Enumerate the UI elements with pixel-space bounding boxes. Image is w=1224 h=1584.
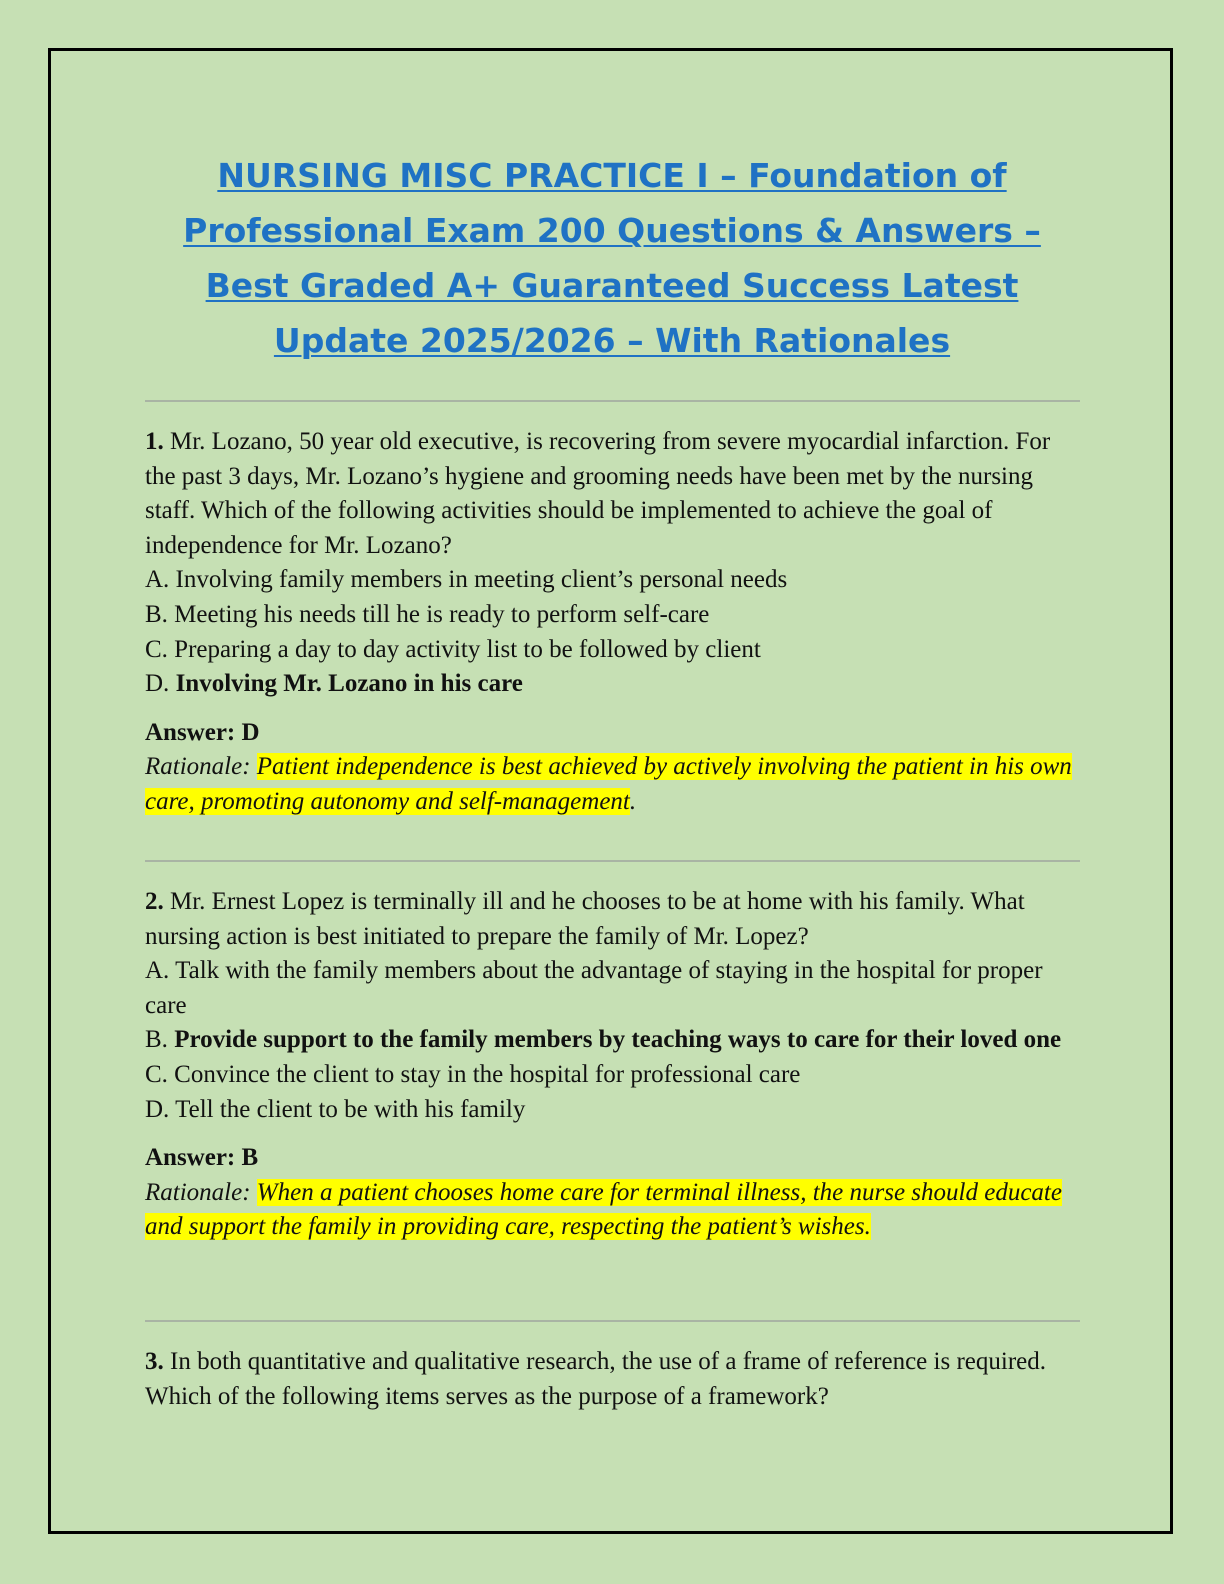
- title-line-3: Best Graded A+ Guaranteed Success Latest: [205, 266, 1019, 305]
- question-1-answer: Answer: D: [145, 718, 260, 746]
- question-2-rationale-label: Rationale:: [145, 1178, 257, 1206]
- title-line-4: Update 2025/2026 – With Rationales: [273, 321, 951, 360]
- question-1-option-b: B. Meeting his needs till he is ready to perform self-care: [145, 600, 710, 628]
- question-2-number: 2.: [145, 888, 164, 915]
- question-3-text: [145, 1345, 1080, 1414]
- document-title: [130, 148, 1094, 368]
- question-2-option-b-prefix: B.: [145, 1026, 175, 1054]
- question-3: [145, 1345, 1080, 1414]
- divider: [145, 1320, 1080, 1322]
- question-1-option-c: C. Preparing a day to day activity list to be followed by client: [145, 635, 761, 663]
- question-1-rationale-label: Rationale:: [145, 753, 257, 781]
- question-1-rationale-text: Patient independence is best achieved by actively involving the patient in his own care, promoting autonomy and self-management: [145, 753, 1072, 815]
- question-2-rationale-text: When a patient chooses home care for terminal illness, the nurse should educate and support the family in providing care, respecting the patient’s wishes.: [145, 1178, 1062, 1241]
- question-2-option-c: C. Convince the client to stay in the hospital for professional care: [145, 1060, 801, 1088]
- question-1-rationale: [145, 750, 1080, 819]
- question-1-option-d: [145, 667, 1080, 702]
- title-line-2: Professional Exam 200 Questions & Answers –: [183, 211, 1041, 250]
- question-2-answer: Answer: B: [145, 1144, 259, 1172]
- question-1-number: 1.: [145, 428, 164, 455]
- question-2-option-b: [145, 1023, 1080, 1058]
- question-3-stem: In both quantitative and qualitative research, the use of a frame of reference is required. Which of the following items serves as the purpose of a framework?: [145, 1348, 1046, 1410]
- question-2-text: [145, 885, 1080, 954]
- question-1-text: [145, 425, 1080, 563]
- question-1-stem: Mr. Lozano, 50 year old executive, is recovering from severe myocardial infarction. For the past 3 days, Mr. Lozano’s hygiene and grooming needs have been met by the nursing staff. Which of the following activities should be implemented to achieve the goal of independence for Mr. Lozano?: [145, 428, 1051, 559]
- title-line-1: NURSING MISC PRACTICE I – Foundation of: [217, 156, 1007, 195]
- question-1-option-d-prefix: D.: [145, 670, 176, 698]
- question-1-option-a: A. Involving family members in meeting client’s personal needs: [145, 566, 788, 594]
- question-2-option-b-text: Provide support to the family members by teaching ways to care for their loved one: [174, 1026, 1062, 1054]
- question-2-rationale: [145, 1176, 1080, 1245]
- question-2-stem: Mr. Ernest Lopez is terminally ill and he chooses to be at home with his family. What nursing action is best initiated to prepare the family of Mr. Lopez?: [145, 888, 1025, 950]
- divider: [145, 860, 1080, 862]
- question-2-option-a: A. Talk with the family members about the advantage of staying in the hospital for proper care: [145, 957, 1043, 1019]
- question-1-option-d-text: Involving Mr. Lozano in his care: [175, 670, 523, 698]
- question-1-rationale-end: .: [629, 787, 637, 815]
- question-1: [145, 425, 1080, 820]
- question-2: [145, 885, 1080, 1245]
- question-2-option-d: D. Tell the client to be with his family: [145, 1095, 526, 1123]
- divider: [145, 400, 1080, 402]
- question-3-number: 3.: [145, 1348, 164, 1375]
